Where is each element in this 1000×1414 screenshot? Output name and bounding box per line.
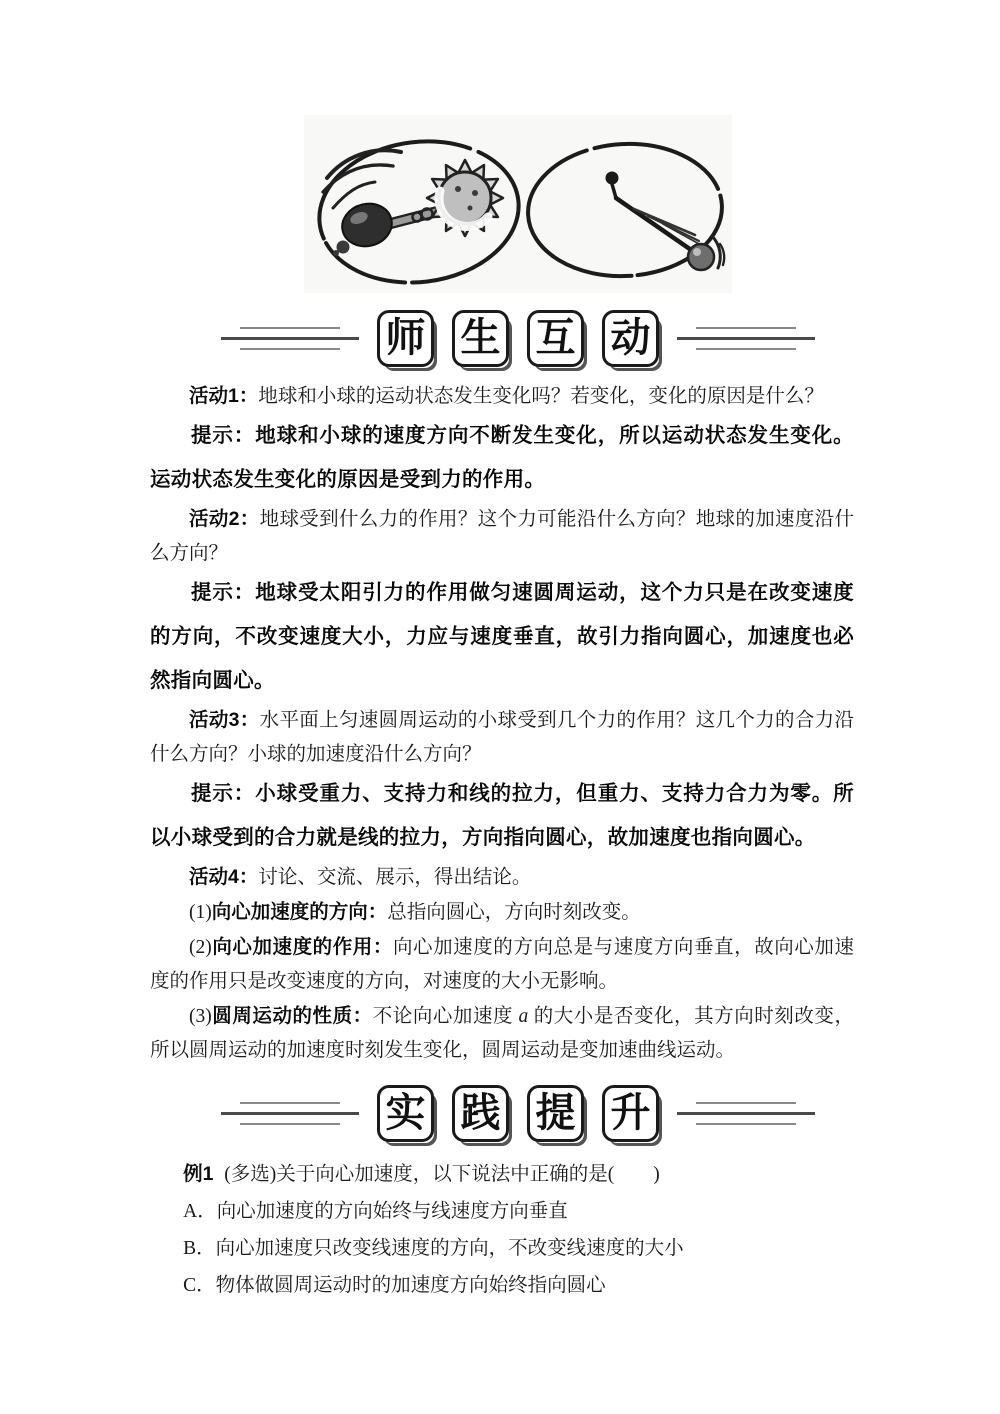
- example-option-c: C．物体做圆周运动时的加速度方向始终指向圆心: [183, 1275, 606, 1296]
- circular-motion-figure: [304, 115, 732, 293]
- banner-char: 动: [610, 316, 651, 360]
- hint-3-paragraph: [150, 772, 854, 860]
- conclusion-3-paragraph: [150, 999, 854, 1068]
- hint-text: 小球受重力、支持力和线的拉力，但重力、支持力合力为零。所以小球受到的合力就是线的拉力，方向指向圆心，故加速度也指向圆心。: [150, 782, 854, 849]
- banner-char-box: [527, 1085, 584, 1142]
- activity-text: 讨论、交流、展示，得出结论。: [258, 867, 532, 888]
- practice-banner: [18, 1080, 1000, 1146]
- hint-2-paragraph: [150, 571, 854, 703]
- banner-left-lines-icon: [221, 1102, 359, 1125]
- banner-char-box: [602, 310, 659, 367]
- conclusion-text: 向心加速度的方向总是与速度方向垂直，故向心加速度的作用只是改变速度的方向，对速度的大小无影响。: [150, 937, 854, 992]
- conclusion-label: 向心加速度的方向：: [211, 901, 388, 923]
- activity-text: 地球受到什么力的作用？这个力可能沿什么方向？地球的加速度沿什么方向？: [150, 509, 854, 564]
- practice-content: [150, 1156, 854, 1304]
- example-option-b: B．向心加速度只改变线速度的方向，不改变线速度的大小: [183, 1238, 684, 1259]
- conclusion-text: 不论向心加速度: [372, 1006, 519, 1027]
- activity-label: 活动4：: [189, 866, 259, 888]
- variable-a: a: [518, 1006, 529, 1027]
- banner-char: 践: [460, 1091, 501, 1135]
- example-option-a: A．向心加速度的方向始终与线速度方向垂直: [183, 1201, 568, 1222]
- banner-left-lines-icon: [221, 327, 359, 350]
- hint-label: 提示：: [191, 782, 256, 805]
- conclusion-2-paragraph: [150, 930, 854, 999]
- hint-text: 地球受太阳引力的作用做匀速圆周运动，这个力只是在改变速度的方向，不改变速度大小，力应与速度垂直，故引力指向圆心，加速度也必然指向圆心。: [150, 581, 854, 692]
- banner-char: 实: [385, 1091, 426, 1135]
- activity-1-paragraph: [150, 379, 854, 414]
- banner-char-box: [377, 310, 434, 367]
- hint-1-paragraph: [150, 414, 854, 502]
- activity-3-paragraph: [150, 703, 854, 772]
- hint-text: 地球和小球的速度方向不断发生变化，所以运动状态发生变化。运动状态发生变化的原因是受到力的作用。: [150, 424, 854, 491]
- example-label: 例1: [183, 1163, 214, 1185]
- sun-earth-orbit-icon: [311, 130, 527, 290]
- banner-char: 生: [460, 316, 501, 360]
- banner-right-lines-icon: [677, 327, 815, 350]
- ball-on-string-icon: [525, 139, 726, 281]
- banner-char-box: [527, 310, 584, 367]
- activity-text: 地球和小球的运动状态发生变化吗？若变化，变化的原因是什么？: [258, 386, 824, 407]
- activity-4-paragraph: [150, 860, 854, 895]
- item-number: (1): [189, 902, 212, 923]
- interaction-content: [150, 379, 854, 1068]
- conclusion-label: 圆周运动的性质：: [211, 1005, 373, 1027]
- banner-char-box: [452, 310, 509, 367]
- banner-char-box: [377, 1085, 434, 1142]
- activity-text: 水平面上匀速圆周运动的小球受到几个力的作用？这几个力的合力沿什么方向？小球的加速度沿什么方向？: [150, 710, 854, 765]
- conclusion-1-paragraph: [150, 895, 854, 930]
- conclusion-text: 总指向圆心，方向时刻改变。: [387, 902, 641, 923]
- banner-char: 升: [610, 1091, 651, 1135]
- item-number: (3): [189, 1006, 212, 1027]
- hint-label: 提示：: [191, 581, 256, 604]
- banner-char: 提: [535, 1091, 576, 1135]
- example-1-question: [150, 1156, 854, 1193]
- hint-label: 提示：: [191, 424, 256, 447]
- activity-2-paragraph: [150, 502, 854, 571]
- banner-char-box: [452, 1085, 509, 1142]
- conclusion-text: 的大小是否变化，其方向时刻改变，所以圆周运动的加速度时刻发生变化，圆周运动是变加速曲线运动。: [150, 1006, 854, 1061]
- item-number: (2): [189, 937, 212, 958]
- conclusion-label: 向心加速度的作用：: [211, 936, 393, 958]
- banner-right-lines-icon: [677, 1102, 815, 1125]
- circular-motion-illustration: [307, 118, 729, 290]
- interaction-banner: [18, 305, 1000, 371]
- example-text: (多选)关于向心加速度，以下说法中正确的是( ): [224, 1164, 660, 1185]
- banner-char-box: [602, 1085, 659, 1142]
- activity-label: 活动3：: [189, 709, 260, 731]
- activity-label: 活动1：: [189, 385, 259, 407]
- banner-char: 互: [535, 316, 576, 360]
- activity-label: 活动2：: [189, 508, 260, 530]
- banner-char: 师: [385, 316, 426, 360]
